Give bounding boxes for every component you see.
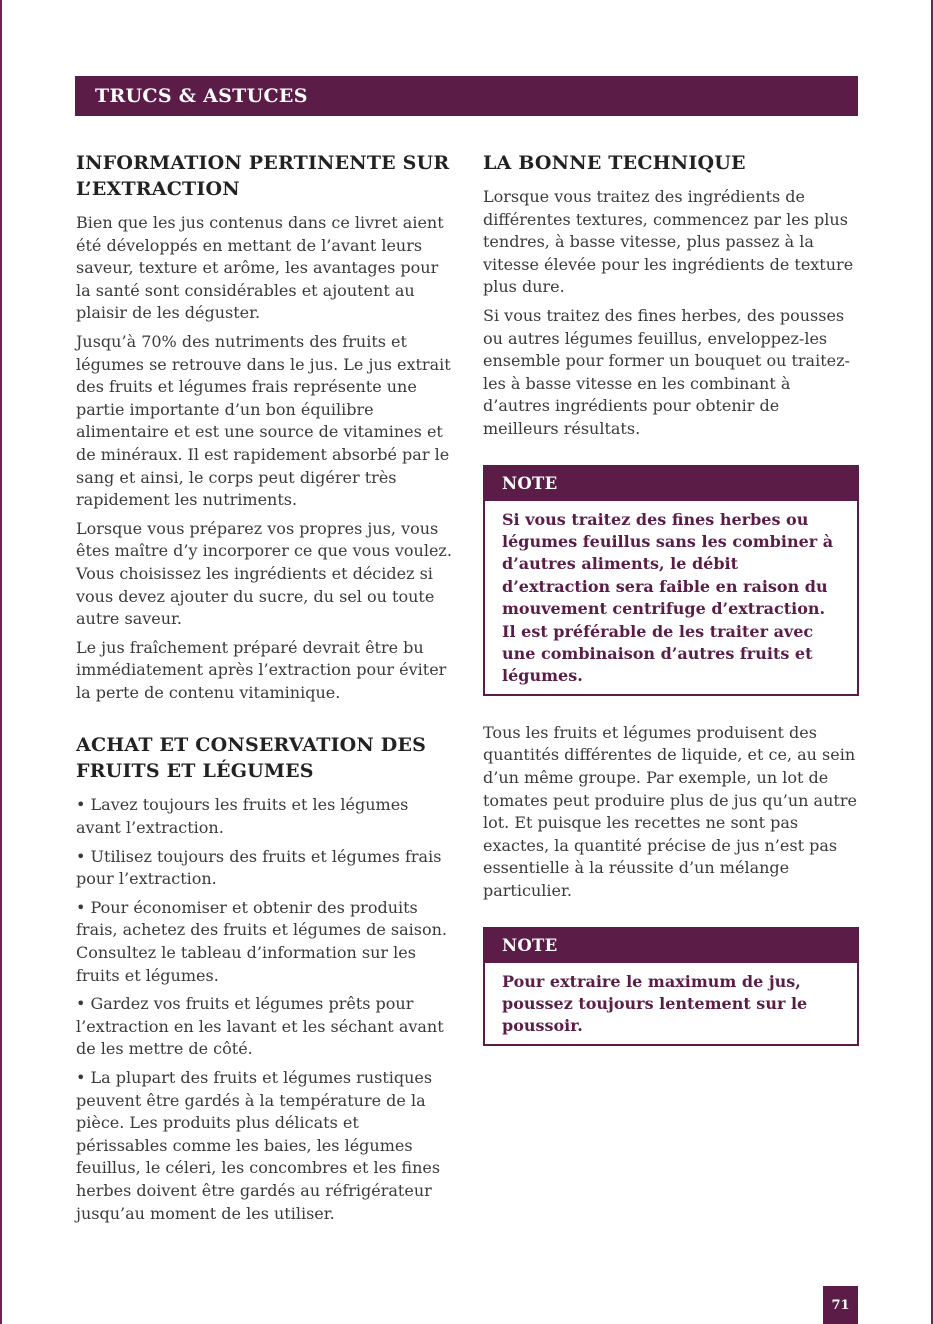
note-text: Pour extraire le maximum de jus, poussez toujours lentement sur le poussoir.: [502, 971, 808, 1036]
section-banner: [75, 76, 858, 116]
note-label: NOTE: [485, 467, 857, 501]
heading-good-technique: LA BONNE TECHNIQUE: [483, 152, 746, 174]
heading-buying-storage: [76, 732, 454, 784]
note-label: NOTE: [485, 929, 857, 963]
banner-title: TRUCS & ASTUCES: [95, 85, 308, 107]
body-paragraph: Le jus fraîchement préparé devrait être bu immédiatement après l’extraction pour éviter la perte de contenu vitaminique.: [76, 637, 447, 702]
body-paragraph: Jusqu’à 70% des nutriments des fruits et légumes se retrouve dans le jus. Le jus extrait des fruits et légumes frais représente une partie importante d’un bon équilibre alimentaire et est une source de vitamines et de minéraux. Il est rapidement absorbé par le sang et ainsi, le corps peut digérer très rapidement les nutriments.: [76, 331, 451, 510]
heading-line: L’EXTRACTION: [76, 178, 240, 200]
body-paragraph: Si vous traitez des fines herbes, des pousses ou autres légumes feuillus, enveloppez-les ensemble pour former un bouquet ou traitez-les à basse vitesse en les combinant à d’autres ingrédients pour obtenir de meilleurs résultats.: [483, 305, 850, 438]
heading-line: ACHAT ET CONSERVATION DES: [76, 734, 427, 757]
note-box-herbs: [483, 465, 859, 696]
note-text: Si vous traitez des fines herbes ou légumes feuillus sans les combiner à d’autres aliments, le débit d’extraction sera faible en raison du mouvement centrifuge d’extraction. Il est préférable de les traiter avec une combinaison d’autres fruits et légumes.: [502, 509, 834, 686]
bullet-item: • Gardez vos fruits et légumes prêts pour l’extraction en les lavant et les séchant avant de les mettre de côté.: [76, 994, 444, 1059]
page-edge-left: [0, 0, 2, 1324]
bullet-item: • La plupart des fruits et légumes rustiques peuvent être gardés à la température de la pièce. Les produits plus délicats et périssables comme les baies, les légumes feuillus, le céleri, les concombres et les fines herbes doivent être gardés au réfrigérateur jusqu’au moment de les utiliser.: [76, 1068, 441, 1223]
bullet-item: • Utilisez toujours des fruits et légumes frais pour l’extraction.: [76, 846, 442, 889]
heading-line: FRUITS ET LÉGUMES: [76, 760, 314, 783]
page-number: 71: [823, 1286, 858, 1324]
body-paragraph: Lorsque vous préparez vos propres jus, vous êtes maître d’y incorporer ce que vous voulez. Vous choisissez les ingrédients et décidez si vous devez ajouter du sucre, du sel ou toute autre saveur.: [76, 518, 452, 629]
heading-line: INFORMATION PERTINENTE SUR: [76, 152, 450, 174]
left-column: [76, 150, 454, 1231]
heading-extraction-info: [76, 150, 454, 202]
bullet-item: • Lavez toujours les fruits et les légumes avant l’extraction.: [76, 795, 409, 838]
right-column: [483, 150, 859, 1046]
body-paragraph: Bien que les jus contenus dans ce livret aient été développés en mettant de l’avant leurs saveur, texture et arôme, les avantages pour la santé sont considérables et ajoutent au plaisir de les déguster.: [76, 213, 444, 323]
body-paragraph: Lorsque vous traitez des ingrédients de différentes textures, commencez par les plus tendres, à basse vitesse, plus passez à la vitesse élevée pour les ingrédients de texture plus dure.: [483, 187, 854, 297]
bullet-item: • Pour économiser et obtenir des produits frais, achetez des fruits et légumes de saison. Consultez le tableau d’information sur les fruits et légumes.: [76, 897, 447, 985]
note-box-maximum-juice: [483, 927, 859, 1046]
body-paragraph: Tous les fruits et légumes produisent des quantités différentes de liquide, et ce, au sein d’un même groupe. Par exemple, un lot de tomates peut produire plus de jus qu’un autre lot. Et puisque les recettes ne sont pas exactes, la quantité précise de jus n’est pas essentielle à la réussite d’un mélange particulier.: [483, 722, 857, 900]
